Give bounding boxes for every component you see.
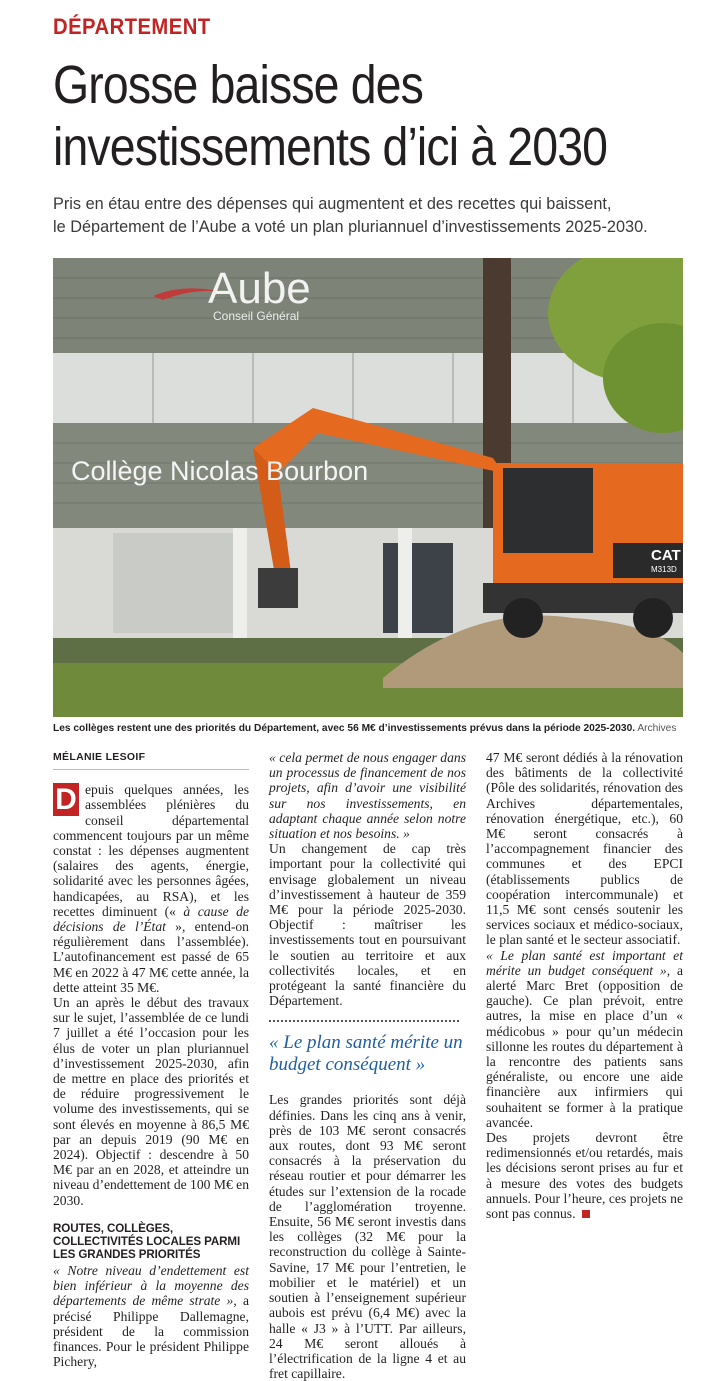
article-column-3	[486, 750, 683, 1221]
pullquote: « Le plan santé mérite un budget conséquent »	[269, 1032, 463, 1076]
subheading: ROUTES, COLLÈGES, COLLECTIVITÉS LOCALES PARMI LES GRANDES PRIORITÉS	[53, 1221, 241, 1261]
article-column-1	[53, 750, 249, 1369]
sign-brand: Aube	[208, 264, 311, 313]
photo-credit: Archives	[637, 723, 677, 734]
article-standfirst	[53, 193, 693, 239]
drop-cap: D	[53, 783, 79, 816]
p3-body: , a précisé Philippe Dallemagne, président de la commission finances. Pour le président Philippe Pichery,	[53, 1293, 249, 1370]
paragraph-1	[53, 782, 249, 995]
paragraph-8	[486, 1130, 683, 1221]
p8-text: Des projets devront être redimensionnés et/ou retardés, mais les décisions seront prises au fur et à mesure des votes des budgets annuels. Pour l’heure, ces projets ne sont pas connus.	[486, 1130, 683, 1222]
paragraph-5: Les grandes priorités sont déjà définies. Dans les cinq ans à venir, près de 103 M€ seront consacrés aux routes, dont 93 M€ seront consacrés à la préservation du réseau routier et pour démarrer les études sur l’extension de la rocade de l’agglomération troyenne. Ensuite, 56 M€ seront investis dans les collèges (32 M€ pour la reconstruction du collège à Sainte-Savine, 17 M€ pour l’entretien, le mobilier et le matériel) et un soutien à l’enseignement supérieur aubois est prévu (6,4 M€) avec la halle « J3 » à l’UTT. Par ailleurs, 24 M€ seront alloués à l’électrification de la ligne 4 et au fret capillaire.	[269, 1092, 466, 1381]
p3-quote-2: « cela permet de nous engager dans un processus de financement de nos projets, afin d’avoir une visibilité sur nos investissements, en adaptant chaque année selon notre situation et nos besoins. »	[269, 750, 466, 842]
paragraph-3	[53, 1263, 249, 1369]
photo-caption	[53, 723, 693, 734]
title-line-2: investissements d’ici à 2030	[53, 117, 608, 177]
title-line-1: Grosse baisse des	[53, 55, 423, 115]
article-photo	[53, 258, 683, 717]
paragraph-6: 47 M€ seront dédiés à la rénovation des bâtiments de la collectivité (Pôle des solidarités, rénovation des Archives départementales, rénovation énergétique, etc.), 60 M€ seront consacrés à l’accompagnement financier des communes et des EPCI (établissements publics de coopération intercommunale) et 11,5 M€ sont censés soutenir les services sociaux et médico-sociaux, le plan santé et le secteur associatif.	[486, 750, 683, 948]
paragraph-7	[486, 948, 683, 1130]
p7-quote: « Le plan santé est important et mérite un budget conséquent »	[486, 947, 683, 978]
machine-brand: CAT	[651, 547, 681, 564]
pullquote-rule	[269, 1020, 459, 1022]
paragraph-2: Un an après le début des travaux sur le sujet, l’assemblée de ce lundi 7 juillet a été l’occasion pour les élus de voter un plan pluriannuel d’investissement 2025-2030, afin de mettre en place des priorités et de réduire progressivement le volume des investissements, qui se sont élevés en moyenne à 86,5 M€ par an depuis 2019 (90 M€ en 2024). Objectif : descendre à 50 M€ par an en 2028, et atteindre un niveau d’endettement de 100 M€ en 2030.	[53, 995, 249, 1208]
photo-illustration	[53, 258, 683, 717]
building-sign: Collège Nicolas Bourbon	[71, 456, 369, 486]
caption-text: Les collèges restent une des priorités du Département, avec 56 M€ d’investissements prévus dans la période 2025-2030.	[53, 723, 636, 734]
p3-quote: « Notre niveau d’endettement est bien inférieur à la moyenne des départements de même strate »	[53, 1262, 249, 1309]
article-title	[53, 54, 608, 178]
article-column-2	[269, 750, 466, 1381]
p7-body: , a alerté Marc Bret (opposition de gauche). Ce plan prévoit, entre autres, la mise en place d’un « médicobus » pour qu’un médecin sillonne les routes du département à la rencontre des patients sans généraliste, ou encore une aide financière aux infirmiers qui souhaitent se former à la pratique avancée.	[486, 962, 683, 1130]
standfirst-line-2: le Département de l’Aube a voté un plan pluriannuel d’investissements 2025-2030.	[53, 218, 648, 236]
sign-sub: Conseil Général	[213, 309, 300, 323]
section-kicker: DÉPARTEMENT	[53, 14, 211, 39]
paragraph-3-cont	[269, 750, 466, 841]
p1-a: epuis quelques années, les assemblées plénières du conseil départemental commencent toujours par un même constat : les dépenses augmentent (salaires des agents, énergie, solidarité avec les personnes âgées, handicapées, au RSA), et les recettes diminuent («	[53, 782, 249, 919]
end-of-article-mark	[582, 1210, 590, 1218]
byline: MÉLANIE LESOIF	[53, 750, 249, 770]
p1-italic: à cause de décisions de l’État	[53, 903, 249, 935]
machine-model: M313D	[651, 565, 677, 574]
standfirst-line-1: Pris en étau entre des dépenses qui augmentent et des recettes qui baissent,	[53, 195, 612, 213]
paragraph-4: Un changement de cap très important pour la collectivité qui envisage globalement un niveau d’investissement à hauteur de 359 M€ pour la période 2025-2030. Objectif : maîtriser les investissements tout en poursuivant le soutien au territoire et aux collectivités locales, et en protégeant la santé financière du Département.	[269, 841, 466, 1009]
p1-b: », entend-on régulièrement dans l’assemblée). L’autofinancement est passé de 65 M€ en 2022 à 47 M€ cette année, la dette atteint 35 M€.	[53, 919, 249, 995]
